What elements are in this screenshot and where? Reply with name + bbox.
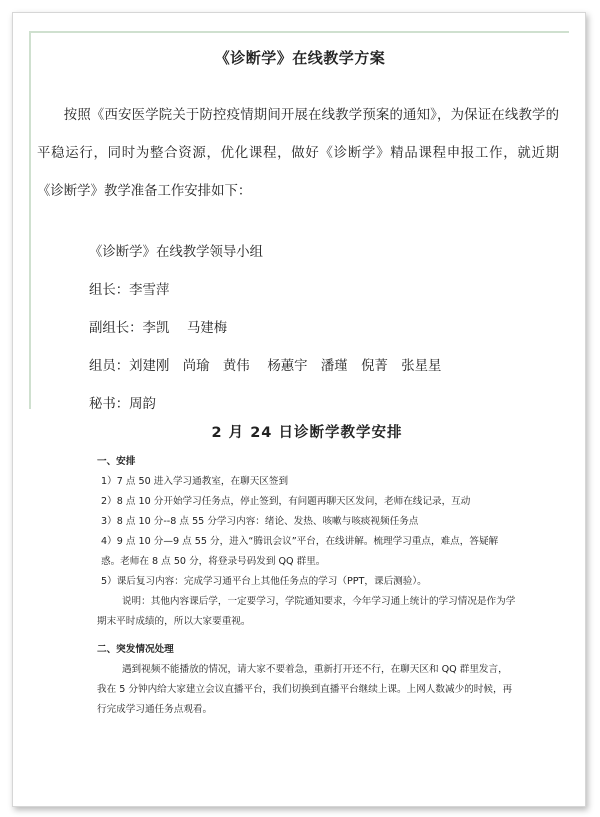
- schedule-note: 说明：其他内容课后学，一定要学习，学院通知要求，今年学习通上统计的学习情况是作为学期末平时成绩的，所以大家要重视。: [97, 596, 516, 627]
- group-leader: 组长：李雪萍: [89, 283, 170, 298]
- plan-title: 《诊断学》在线教学方案: [214, 49, 386, 67]
- document-frame: [12, 12, 586, 807]
- emergency-text: 遇到视频不能播放的情况，请大家不要着急，重新打开还不行，在聊天区和 QQ 群里发言，我在 5 分钟内给大家建立会议直播平台，我们切换到直播平台继续上课。上网人数减少的时候，再行完成学习通任务点观看。: [97, 664, 513, 715]
- schedule-item-4: 4）9 点 10 分—9 点 55 分，进入“腾讯会议”平台，在线讲解。梳理学习重点，难点，答疑解惑。老师在 8 点 50 分，将登录号码发到 QQ 群里。: [101, 536, 499, 567]
- section-emergency-heading: 二、突发情况处理: [97, 644, 174, 655]
- group-members: 组员：刘建刚 尚瑜 黄伟 杨蕙宇 潘瑾 倪菁 张星星: [89, 359, 442, 374]
- group-vice-leader: 副组长：李凯 马建梅: [89, 321, 228, 336]
- schedule-item-5: 5）课后复习内容：完成学习通平台上其他任务点的学习（PPT，课后测验）。: [101, 576, 427, 587]
- schedule-item-3: 3）8 点 10 分--8 点 55 分学习内容：绪论、发热、咳嗽与咳痰视频任务点: [101, 516, 419, 527]
- plan-intro-paragraph: 按照《西安医学院关于防控疫情期间开展在线教学预案的通知》，为保证在线教学的平稳运行，同时为整合资源，优化课程，做好《诊断学》精品课程申报工作，就近期《诊断学》教学准备工作安排如下：: [37, 108, 559, 199]
- schedule-title: 2 月 24 日诊断学教学安排: [211, 425, 403, 441]
- section-arrangement-heading: 一、安排: [97, 456, 136, 467]
- schedule-section: [97, 421, 517, 720]
- group-secretary: 秘书：周韵: [89, 397, 156, 412]
- teaching-plan-section: [29, 31, 569, 412]
- group-title: 《诊断学》在线教学领导小组: [89, 245, 264, 260]
- schedule-item-2: 2）8 点 10 分开始学习任务点，停止签到，有问题再聊天区发问，老师在线记录，互动: [101, 496, 471, 507]
- schedule-item-1: 1）7 点 50 进入学习通教室，在聊天区签到: [101, 476, 289, 487]
